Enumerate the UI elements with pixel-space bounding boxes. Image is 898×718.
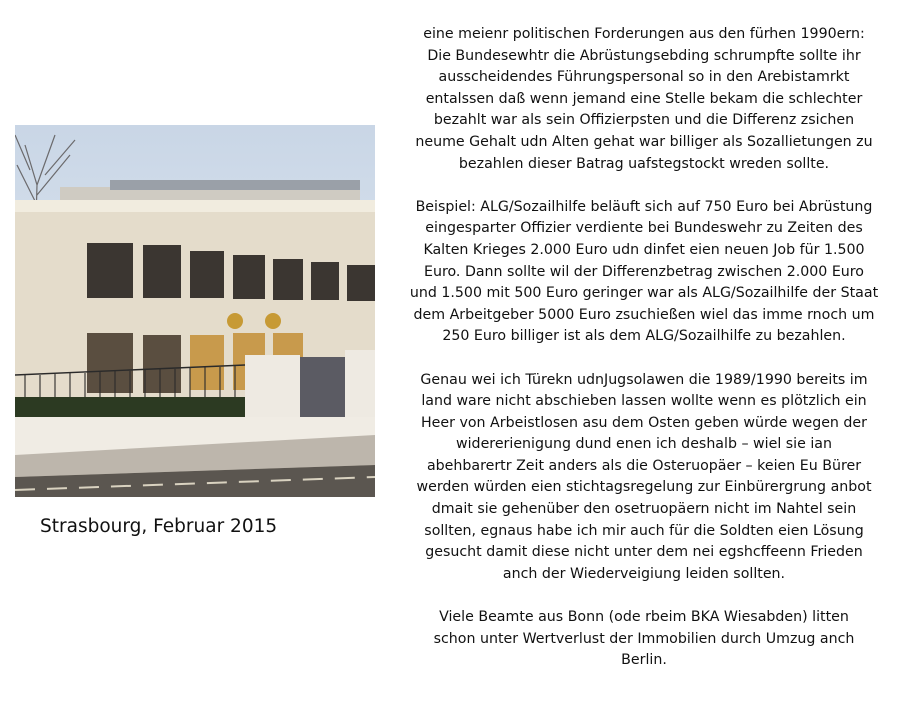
text-line: ausscheidendes Führungspersonal so in den Arebistamrkt [438,69,850,86]
text-line: eingesparter Offizier verdiente bei Bundeswehr zu Zeiten des [425,220,863,237]
text-line: werden würden eien stichtagsregelung zur Einbürergrung anbot [416,479,872,496]
paragraph-3 [390,370,898,586]
text-line: Die Bundesewhtr die Abrüstungsebding schrumpfte sollte ihr [427,47,861,64]
text-line: bezahlen dieser Batrag uafstegstockt wreden sollte. [458,155,830,172]
text-line: Berlin. [621,652,667,669]
text-line: dem Arbeitgeber 5000 Euro zsuchießen wiel das imme rnoch um [413,306,875,323]
text-line: schon unter Wertverlust der Immobilien durch Umzug anch [433,630,855,647]
text-line: land ware nicht abschieben lassen wollte wenn es plötzlich ein [421,393,867,410]
text-line: und 1.500 mit 500 Euro geringer war als ALG/Sozailhilfe der Staat [409,285,879,302]
building-photo [15,125,375,497]
text-line: sollten, egnaus habe ich mir auch für die Soldten eien Lösung [424,522,864,539]
text-line: Euro. Dann sollte wil der Differenzbetrag zwischen 2.000 Euro [424,263,864,280]
paragraph-1 [390,24,898,175]
text-line: Heer von Arbeistlosen asu dem Osten geben würde wegen der [421,414,867,431]
text-line: entalssen daß wenn jemand eine Stelle bekam die schlechter [425,90,863,107]
text-line: abehbarertr Zeit anders als die Osteruopäer – keien Eu Bürer [426,457,862,474]
paragraph-2 [390,197,898,348]
text-line: neume Gehalt udn Alten gehat war billiger als Sozallietungen zu [415,133,873,150]
text-line: anch der Wiederveigiung leiden sollten. [502,565,786,582]
text-line: Kalten Krieges 2.000 Euro udn dinfet eien neuen Job für 1.500 [423,241,865,258]
text-line: bezahlt war als sein Offizierpsten und die Differenz zsichen [433,112,855,129]
photo-caption: Strasbourg, Februar 2015 [40,516,278,537]
paragraph-4 [390,607,898,672]
text-line: 250 Euro billiger ist als dem ALG/Sozailhilfe zu bezahlen. [442,328,846,345]
text-line: Beispiel: ALG/Sozailhilfe beläuft sich auf 750 Euro bei Abrüstung [415,198,873,215]
text-line: dmait sie gehenüber den osetruopäern nicht im Nahtel sein [431,501,857,518]
text-line: Genau wei ich Türekn udnJugsolawen die 1989/1990 bereits im [420,371,868,388]
text-line: widererienigung dund enen ich deshalb – wiel sie ian [456,436,832,453]
text-line: gesucht damit diese nicht unter dem nei egshcffeenn Frieden [425,544,863,561]
body-text [390,24,898,693]
text-line: Viele Beamte aus Bonn (ode rbeim BKA Wiesabden) litten [439,609,849,626]
text-line: eine meienr politischen Forderungen aus den fürhen 1990ern: [423,26,865,42]
